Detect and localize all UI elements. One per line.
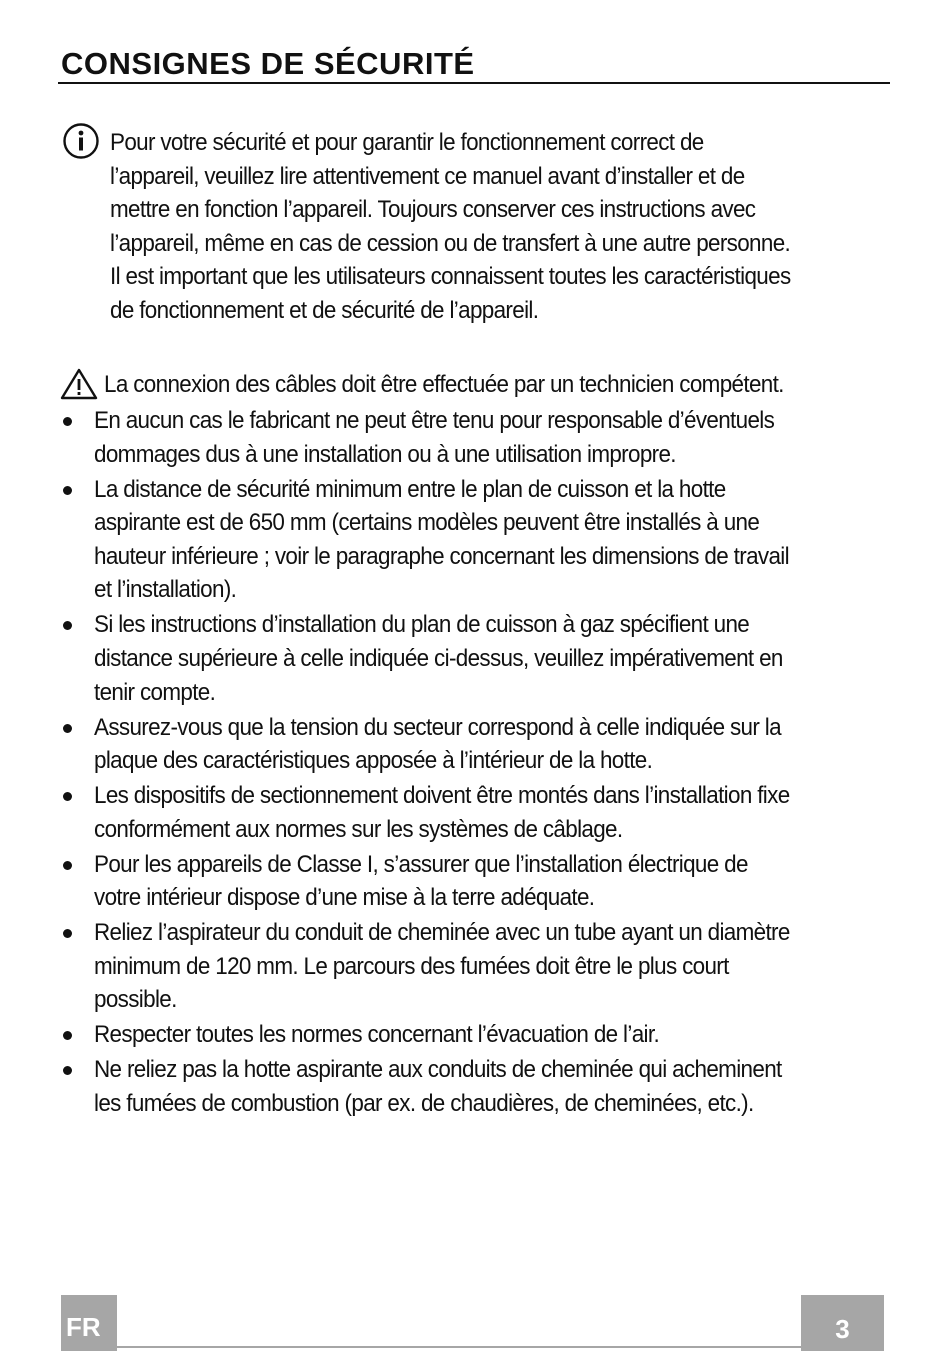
list-item [60,608,890,709]
list-item-text: Reliez l’aspirateur du conduit de cheminée avec un tube ayant un diamètre minimum de 120 mm. Le parcours des fumées doit être le plus court possible. [94,919,790,1014]
page-title: CONSIGNES DE SÉCURITÉ [61,46,475,81]
title-divider [58,82,890,84]
footer-language-label: FR [66,1312,101,1342]
info-icon [62,122,100,160]
warning-triangle-icon [60,368,98,400]
list-item [60,779,890,846]
bullet-dot-icon [63,621,72,630]
list-item [60,848,890,915]
bullet-dot-icon [63,861,72,870]
list-item-text: En aucun cas le fabricant ne peut être tenu pour responsable d’éventuels dommages dus à une installation ou à une utilisation impropre. [94,407,775,468]
footer-divider [117,1346,802,1348]
list-item [60,711,890,778]
list-item-text: Assurez-vous que la tension du secteur correspond à celle indiquée sur la plaque des caractéristiques apposée à l’intérieur de la hotte. [94,713,781,775]
list-item [60,404,890,471]
warning-text: La connexion des câbles doit être effectuée par un technicien compétent. [104,371,784,398]
list-item-text: Respecter toutes les normes concernant l’évacuation de l’air. [94,1021,660,1049]
list-item [60,1018,890,1052]
bullet-dot-icon [63,792,72,801]
bullet-dot-icon [63,724,72,733]
list-item-text: La distance de sécurité minimum entre le plan de cuisson et la hotte aspirante est de 650 mm (certains modèles peuvent être installés à une hauteur inférieure ; voir le paragraphe concernant les dimensions de travail et l’installation). [94,475,789,604]
list-item-text: Ne reliez pas la hotte aspirante aux conduits de cheminée qui acheminent les fumées de combustion (par ex. de chaudières, de cheminées, etc.). [94,1056,782,1117]
list-item [60,473,890,607]
bullet-dot-icon [63,417,72,426]
bullet-dot-icon [63,486,72,495]
list-item [60,1053,890,1120]
list-item-text: Pour les appareils de Classe I, s’assurer que l’installation électrique de votre intérieur dispose d’une mise à la terre adéquate. [94,850,748,912]
bullet-dot-icon [63,1031,72,1040]
page-number: 3 [835,1314,850,1344]
list-item [60,916,890,1017]
safety-bullet-list [60,404,890,1122]
info-paragraph: Pour votre sécurité et pour garantir le fonctionnement correct de l’appareil, veuillez lire attentivement ce manuel avant d’installer et de mettre en fonction l’appareil. Toujours conserver ces instructions avec l’appareil, même en cas de cession ou de transfert à une autre personne. Il est important que les utilisateurs connaissent toutes les caractéristiques de fonctionnement et de sécurité de l’appareil. [110,129,791,324]
list-item-text: Les dispositifs de sectionnement doivent être montés dans l’installation fixe conformément aux normes sur les systèmes de câblage. [94,782,790,843]
bullet-dot-icon [63,929,72,938]
list-item-text: Si les instructions d’installation du plan de cuisson à gaz spécifient une distance supérieure à celle indiquée ci-dessus, veuillez impérativement en tenir compte. [94,611,783,706]
bullet-dot-icon [63,1066,72,1075]
